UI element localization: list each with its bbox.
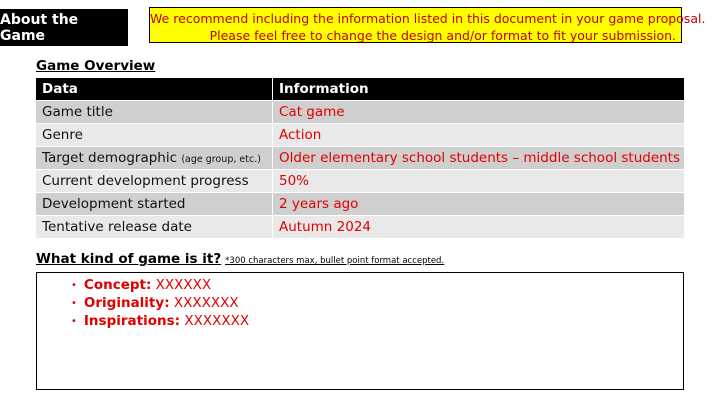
row-label: Target demographic (age group, etc.)	[36, 147, 273, 170]
game-overview-table	[36, 78, 684, 239]
bullet-icon: •	[71, 316, 77, 327]
table-row	[36, 170, 684, 193]
bullet-icon: •	[71, 298, 77, 309]
bullet-icon: •	[71, 280, 77, 291]
row-label: Development started	[36, 193, 273, 216]
row-value: Cat game	[273, 101, 685, 124]
row-value: 50%	[273, 170, 685, 193]
game-description-heading	[36, 251, 444, 267]
row-value: Autumn 2024	[273, 216, 685, 239]
list-item	[71, 277, 683, 295]
proposal-notice	[149, 7, 706, 43]
row-value: 2 years ago	[273, 193, 685, 216]
game-overview-heading: Game Overview	[36, 58, 156, 74]
table-row	[36, 147, 684, 170]
notice-line-2: Please feel free to change the design and/or format to fit your submission.	[209, 28, 676, 43]
about-game-badge: About the Game	[0, 9, 128, 46]
row-label: Genre	[36, 124, 273, 147]
list-item	[71, 313, 683, 331]
item-label: Originality:	[83, 295, 170, 311]
row-value: Action	[273, 124, 685, 147]
notice-line-1: We recommend including the information listed in this document in your game proposal.	[150, 11, 706, 26]
game-description-box	[36, 272, 684, 390]
table-row	[36, 101, 684, 124]
item-value: XXXXXX	[155, 277, 212, 293]
item-label: Concept:	[83, 277, 152, 293]
table-row	[36, 216, 684, 239]
column-header-information: Information	[273, 78, 685, 101]
table-row	[36, 124, 684, 147]
character-limit-note: *300 characters max, bullet point format accepted.	[225, 256, 445, 266]
table-header-row	[36, 78, 684, 101]
row-label-note: (age group, etc.)	[181, 154, 261, 165]
game-description-title: What kind of game is it?	[36, 251, 222, 267]
game-description-list	[37, 277, 683, 331]
row-label: Current development progress	[36, 170, 273, 193]
column-header-data: Data	[36, 78, 273, 101]
list-item	[71, 295, 683, 313]
row-value: Older elementary school students – middle school students	[273, 147, 685, 170]
row-label: Game title	[36, 101, 273, 124]
item-value: XXXXXXX	[184, 313, 250, 329]
item-value: XXXXXXX	[173, 295, 239, 311]
table-row	[36, 193, 684, 216]
row-label: Tentative release date	[36, 216, 273, 239]
item-label: Inspirations:	[83, 313, 181, 329]
